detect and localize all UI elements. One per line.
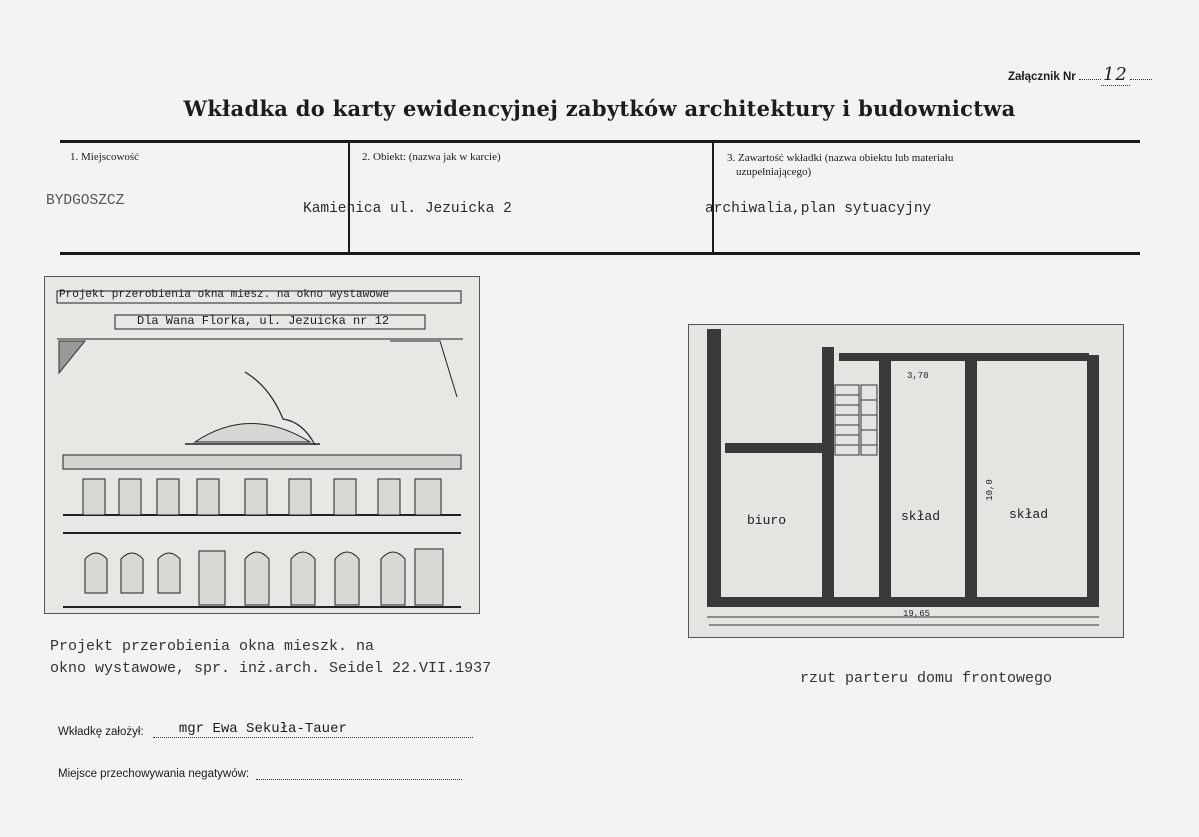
facade-caption-line2: okno wystawowe, spr. inż.arch. Seidel 22.VII.1937 [50, 660, 492, 677]
annex-dots [1079, 79, 1101, 80]
table-bottom-rule [60, 252, 1140, 255]
annex-number [1008, 64, 1152, 85]
column-divider-2 [712, 142, 714, 252]
floor-plan-svg [689, 325, 1123, 637]
author-row [58, 721, 473, 738]
author-label: Wkładkę założył: [58, 726, 144, 738]
object-value: Kamienica ul. Jezuicka 2 [303, 201, 512, 217]
room-office-label: biuro [747, 513, 787, 528]
room-store2-label: skład [1009, 507, 1049, 522]
facade-heading-line2: Dla Wana Florka, ul. Jezuicka nr 12 [137, 314, 390, 328]
content-label-line1: 3. Zawartość wkładki (nazwa obiektu lub materiału [727, 152, 954, 164]
room-store1-label: skład [901, 509, 941, 524]
content-label-line2: uzupełniającego) [736, 166, 812, 178]
page-title: Wkładka do karty ewidencyjnej zabytków architektury i budownictwa [183, 96, 1016, 121]
locality-value: BYDGOSZCZ [46, 193, 125, 209]
upper-windows [83, 479, 441, 515]
facade-drawing [44, 276, 480, 614]
negatives-label: Miejsce przechowywania negatywów: [58, 768, 250, 780]
dim-bottom-label: 19,65 [903, 609, 931, 619]
locality-label: 1. Miejscowość [70, 151, 140, 163]
column-divider-1 [348, 142, 350, 252]
annex-dots-end [1130, 79, 1152, 80]
content-label [727, 151, 953, 179]
object-label: 2. Obiekt: (nazwa jak w karcie) [362, 151, 501, 163]
facade-heading-line1: Projekt przerobienia okna miesz. na okno wystawowe [59, 289, 390, 301]
facade-caption [50, 636, 491, 680]
dim-height-label: 10,0 [984, 479, 995, 501]
annex-value: 12 [1102, 64, 1128, 85]
plan-caption: rzut parteru domu frontowego [800, 670, 1053, 687]
negatives-row [58, 768, 462, 780]
dim-top-label: 3,70 [907, 371, 929, 381]
negatives-line [256, 779, 462, 780]
floor-plan [688, 324, 1124, 638]
annex-label: Załącznik Nr [1008, 71, 1076, 83]
content-value: archiwalia,plan sytuacyjny [705, 201, 932, 217]
author-line [153, 721, 473, 738]
author-value: mgr Ewa Sekuła-Tauer [178, 721, 347, 737]
table-top-rule [60, 140, 1140, 143]
facade-caption-line1: Projekt przerobienia okna mieszk. na [50, 638, 375, 655]
